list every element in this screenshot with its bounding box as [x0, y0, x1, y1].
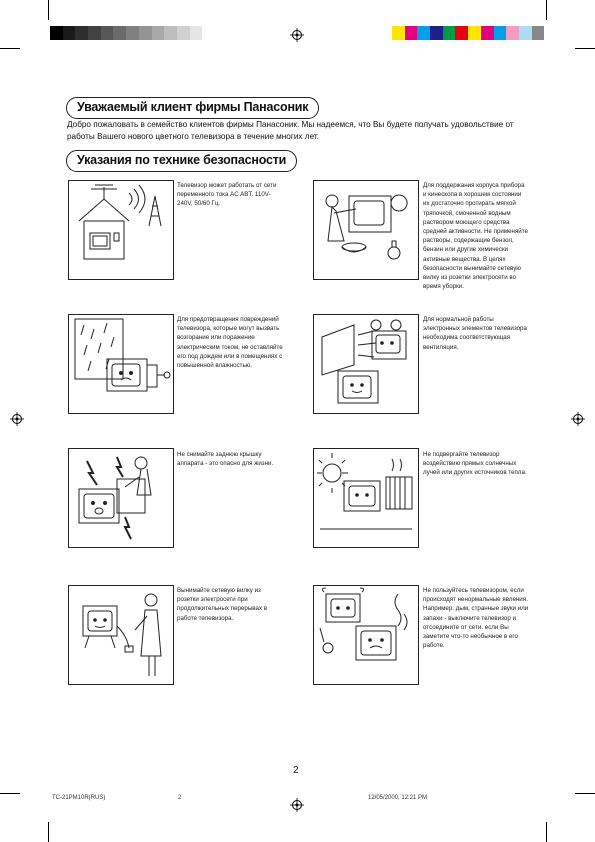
item-text: Для поддержания корпуса прибора и кинескопа в хорошем состоянии их достаточно протирать мягкой тряпочкой, смоченной водным раствором моющего средства средней активности. Не применяйте растворы, содержащие бензол, бензин или другие химически активные вещества. В целях безопасности вынимайте сетевую вилку из розетки электросети во время уборки. — [423, 182, 528, 291]
safety-heading: Указания по технике безопасности — [66, 150, 297, 172]
intro-paragraph: Добро пожаловать в семейство клиентов фирмы Панасоник. Мы надеемся, что Вы будете получать удовольствие от работы Вашего нового цветного телевизора в течение многих лет. — [67, 120, 514, 141]
calibration-swatch — [164, 26, 177, 40]
crop-mark — [575, 48, 595, 49]
calibration-swatch — [50, 26, 63, 40]
item-text: Не снимайте заднюю крышку аппарата - это опасно для жизни. — [177, 451, 274, 468]
calibration-swatch — [481, 26, 494, 40]
antenna-house-illustration — [68, 180, 174, 280]
calibration-swatch — [494, 26, 507, 40]
ventilation-tv-illustration — [313, 314, 419, 414]
item-text: Телевизор может работать от сети переменного тока AC ABT. 110V-240V, 50/60 Гц. — [177, 182, 277, 208]
calibration-swatch — [519, 26, 532, 40]
rain-tv-illustration — [68, 314, 174, 414]
calibration-swatch — [126, 26, 139, 40]
calibration-swatch — [532, 26, 545, 40]
calibration-swatch — [152, 26, 165, 40]
crop-mark — [546, 822, 547, 842]
calibration-swatch — [468, 26, 481, 40]
footer-timestamp: 12/05/2000, 12:21 PM — [368, 795, 428, 801]
grey-calibration-strip — [50, 26, 202, 40]
unplug-tv-illustration — [68, 585, 174, 685]
registration-mark-icon — [10, 412, 24, 426]
crop-mark — [0, 48, 20, 49]
calibration-swatch — [405, 26, 418, 40]
smoke-tv-illustration — [313, 585, 419, 685]
cleaning-tv-illustration — [313, 180, 419, 280]
crop-mark — [48, 0, 49, 20]
calibration-swatch — [455, 26, 468, 40]
crop-mark — [546, 0, 547, 20]
calibration-swatch — [88, 26, 101, 40]
item-text: Не подвергайте телевизор воздействию прямых солнечных лучей или других источников тепла. — [423, 451, 527, 477]
footer-page: 2 — [178, 795, 182, 801]
color-calibration-strip — [392, 26, 544, 40]
calibration-swatch — [75, 26, 88, 40]
welcome-heading: Уважаемый клиент фирмы Панасоник — [66, 97, 319, 119]
calibration-swatch — [101, 26, 114, 40]
calibration-swatch — [177, 26, 190, 40]
crop-mark — [575, 793, 595, 794]
calibration-swatch — [113, 26, 126, 40]
calibration-swatch — [417, 26, 430, 40]
item-text: Для предотвращения повреждений телевизора, которые могут вызвать возгорание или поражение электрическим током, не оставляйте его под дождем или в помещениях с повышенной влажностью. — [177, 316, 283, 370]
registration-mark-icon — [571, 412, 585, 426]
footer-model: TC-21PM10R(RUS) — [52, 795, 106, 801]
registration-mark-icon — [290, 798, 304, 812]
calibration-swatch — [443, 26, 456, 40]
calibration-swatch — [63, 26, 76, 40]
calibration-swatch — [392, 26, 405, 40]
item-text: Для нормальной работы электронных элементов телевизора необходима соответствующая вентиляция. — [423, 316, 527, 351]
calibration-swatch — [139, 26, 152, 40]
calibration-swatch — [506, 26, 519, 40]
calibration-swatch — [430, 26, 443, 40]
electric-shock-tv-illustration — [68, 448, 174, 548]
registration-mark-icon — [290, 28, 304, 42]
calibration-swatch — [190, 26, 203, 40]
sun-heater-tv-illustration — [313, 448, 419, 548]
page-number: 2 — [293, 765, 299, 776]
crop-mark — [0, 793, 20, 794]
crop-mark — [48, 822, 49, 842]
item-text: Не пользуйтесь телевизором, если происходят ненормальные явления. Например: дым, странные звуки или запахи - выключите телевизор и отсоедините от сети. если Вы заметите что-то необычное в его работе. — [423, 587, 529, 650]
item-text: Вынимайте сетевую вилку из розетки электросети при продолжительных перерывах в работе телевизора. — [177, 587, 268, 622]
